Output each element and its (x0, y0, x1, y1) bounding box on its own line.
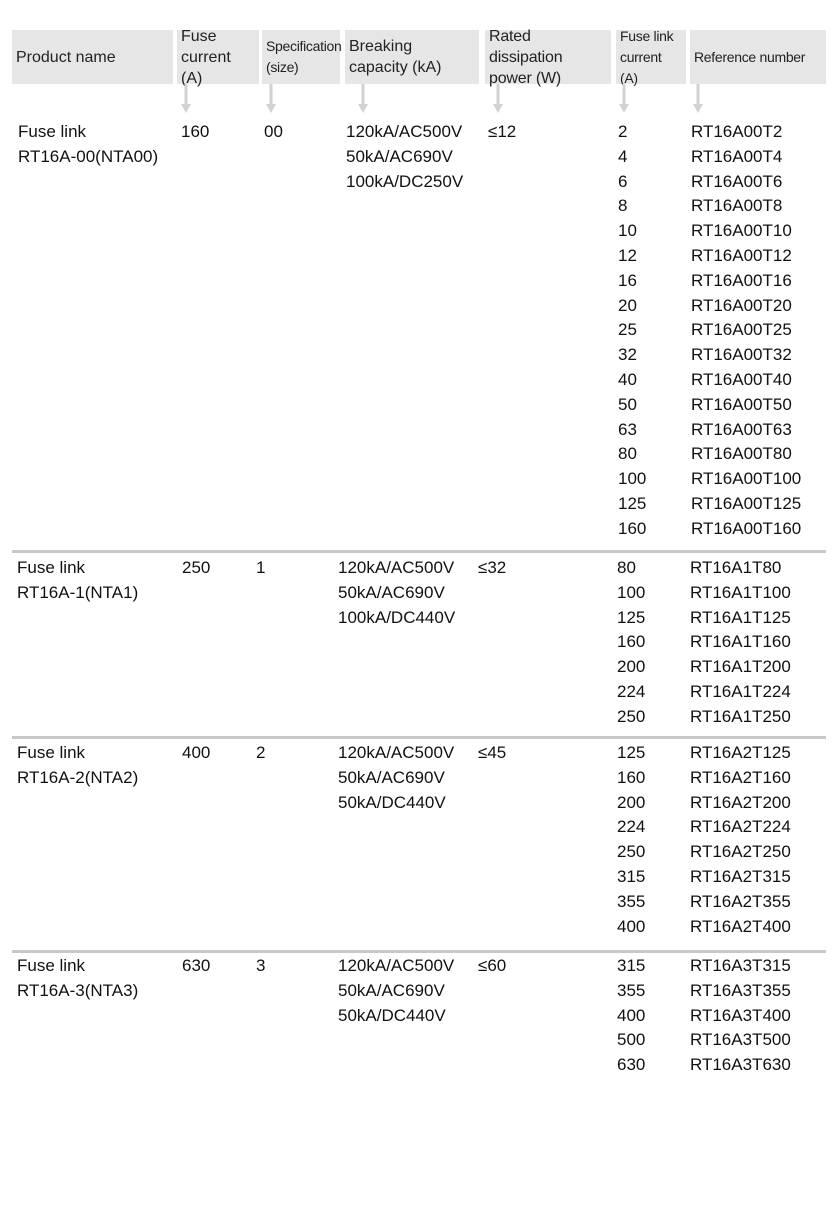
reference-number: RT16A00T40 (691, 369, 792, 389)
fuse-current-cell: 400 (182, 743, 211, 762)
product-model: RT16A-2(NTA2) (17, 767, 139, 787)
dissipation-cell: ≤45 (478, 743, 507, 762)
link-current-value: 80 (618, 444, 637, 464)
link-current-value: 160 (618, 518, 647, 538)
reference-number: RT16A00T2 (691, 122, 783, 141)
arrow-down-icon (266, 84, 276, 114)
reference-number: RT16A00T6 (691, 171, 783, 191)
header-product-name (12, 30, 173, 84)
header-specification (262, 30, 340, 84)
link-current-value: 355 (617, 891, 646, 911)
header-fuse-current (177, 27, 259, 87)
reference-number: RT16A2T200 (690, 792, 791, 812)
row-divider (12, 736, 826, 739)
reference-number-list (690, 741, 791, 939)
reference-number: RT16A00T16 (691, 270, 792, 290)
row-divider (12, 950, 826, 953)
link-current-value: 200 (617, 792, 646, 812)
link-current-list (617, 741, 645, 939)
breaking-capacity-line: 50kA/DC440V (338, 792, 446, 812)
reference-number: RT16A00T32 (691, 345, 792, 365)
link-current-value: 400 (617, 1005, 646, 1025)
product-name: Fuse link (18, 122, 87, 141)
arrow-down-icon (358, 84, 368, 114)
header-link-current (616, 27, 686, 86)
product-name: Fuse link (17, 558, 86, 577)
dissipation-cell: ≤60 (478, 956, 507, 975)
breaking-capacity-line: 100kA/DC250V (346, 171, 464, 191)
reference-number: RT16A00T125 (691, 493, 802, 513)
reference-number: RT16A2T315 (690, 866, 791, 886)
link-current-value: 40 (618, 369, 637, 389)
link-current-value: 50 (618, 394, 637, 414)
header-specification-label (266, 36, 341, 78)
product-name: Fuse link (17, 743, 86, 762)
size-cell: 00 (264, 122, 283, 141)
header-reference-number-label: Reference number (694, 48, 806, 65)
link-current-value: 500 (617, 1030, 646, 1050)
fuse-current-cell: 250 (182, 558, 211, 577)
breaking-capacity-line: 120kA/AC500V (338, 743, 455, 762)
header-breaking-capacity (345, 30, 479, 84)
link-current-value: 200 (617, 657, 646, 677)
fuse-current-cell: 630 (182, 956, 211, 975)
reference-number-list (690, 556, 791, 730)
breaking-capacity-line: 50kA/AC690V (346, 146, 453, 166)
size-cell: 2 (256, 743, 266, 762)
reference-number: RT16A3T630 (690, 1055, 791, 1075)
reference-number: RT16A2T125 (690, 743, 791, 762)
link-current-value: 10 (618, 221, 637, 241)
size-cell: 1 (256, 558, 266, 577)
breaking-capacity-line: 50kA/AC690V (338, 582, 445, 602)
reference-number: RT16A00T10 (691, 221, 792, 241)
link-current-value: 355 (617, 980, 646, 1000)
breaking-capacity-line: 120kA/AC500V (338, 956, 455, 975)
header-product-name-label: Product name (16, 48, 116, 66)
reference-number: RT16A2T224 (690, 817, 791, 837)
reference-number: RT16A00T100 (691, 469, 802, 489)
reference-number: RT16A1T80 (690, 558, 782, 577)
reference-number: RT16A1T160 (690, 632, 791, 652)
link-current-value: 400 (617, 916, 646, 936)
header-link-current-l2: current (A) (620, 48, 662, 86)
product-name-cell (17, 556, 138, 606)
reference-number: RT16A1T100 (690, 582, 791, 602)
link-current-value: 63 (618, 419, 637, 439)
product-name-cell (17, 954, 138, 1004)
link-current-list (617, 954, 645, 1078)
reference-number: RT16A1T224 (690, 681, 791, 701)
dissipation-cell: ≤32 (478, 558, 507, 577)
reference-number: RT16A00T25 (691, 320, 792, 340)
reference-number: RT16A00T4 (691, 146, 783, 166)
header-specification-l2: (size) (266, 59, 299, 75)
arrow-down-icon (181, 84, 191, 114)
product-model: RT16A-00(NTA00) (18, 146, 159, 166)
reference-number: RT16A00T50 (691, 394, 792, 414)
link-current-value: 100 (618, 469, 647, 489)
link-current-value: 125 (617, 743, 646, 762)
link-current-value: 160 (617, 767, 646, 787)
link-current-value: 20 (618, 295, 637, 315)
link-current-value: 12 (618, 245, 637, 265)
link-current-value: 25 (618, 320, 637, 340)
link-current-value: 4 (618, 146, 628, 166)
link-current-value: 2 (618, 122, 628, 141)
link-current-value: 224 (617, 817, 646, 837)
header-fuse-current-label (181, 26, 255, 89)
link-current-value: 125 (617, 607, 646, 627)
breaking-capacity-cell (346, 120, 463, 194)
reference-number: RT16A1T125 (690, 607, 791, 627)
link-current-value: 32 (618, 345, 637, 365)
reference-number-list (691, 120, 801, 542)
link-current-value: 125 (618, 493, 647, 513)
header-dissipation-l2: power (W) (489, 69, 561, 87)
link-current-value: 224 (617, 681, 646, 701)
arrow-down-icon (493, 84, 503, 114)
link-current-value: 630 (617, 1055, 646, 1075)
row-divider (12, 550, 826, 553)
header-dissipation (485, 27, 611, 87)
link-current-value: 16 (618, 270, 637, 290)
arrow-down-icon (619, 84, 629, 114)
reference-number: RT16A3T355 (690, 980, 791, 1000)
link-current-value: 100 (617, 582, 646, 602)
reference-number: RT16A00T20 (691, 295, 792, 315)
reference-number: RT16A00T63 (691, 419, 792, 439)
fuse-current-cell: 160 (181, 122, 210, 141)
breaking-capacity-cell (338, 556, 455, 630)
link-current-value: 6 (618, 171, 628, 191)
breaking-capacity-line: 100kA/DC440V (338, 607, 456, 627)
dissipation-cell: ≤12 (488, 122, 517, 141)
header-dissipation-l1: Rated dissipation (489, 27, 563, 66)
product-name-cell (17, 741, 138, 791)
link-current-value: 8 (618, 196, 628, 216)
reference-number: RT16A00T8 (691, 196, 783, 216)
breaking-capacity-cell (338, 741, 454, 815)
reference-number: RT16A3T400 (690, 1005, 791, 1025)
reference-number: RT16A3T500 (690, 1030, 791, 1050)
link-current-value: 160 (617, 632, 646, 652)
reference-number: RT16A2T160 (690, 767, 791, 787)
product-model: RT16A-3(NTA3) (17, 980, 139, 1000)
product-model: RT16A-1(NTA1) (17, 582, 139, 602)
header-breaking-l1: Breaking (349, 38, 413, 55)
header-breaking-label (349, 36, 441, 78)
header-dissipation-label (489, 26, 607, 89)
reference-number: RT16A00T12 (691, 245, 792, 265)
header-link-current-label (620, 26, 682, 89)
breaking-capacity-line: 50kA/DC440V (338, 1005, 446, 1025)
product-name: Fuse link (17, 956, 86, 975)
reference-number: RT16A3T315 (690, 956, 791, 975)
reference-number: RT16A2T250 (690, 842, 791, 862)
breaking-capacity-line: 50kA/AC690V (338, 980, 445, 1000)
header-link-current-l1: Fuse link (620, 27, 674, 44)
reference-number: RT16A00T160 (691, 518, 802, 538)
header-reference-number (690, 30, 826, 84)
breaking-capacity-line: 50kA/AC690V (338, 767, 445, 787)
header-fuse-current-l1: Fuse (181, 27, 217, 45)
breaking-capacity-cell (338, 954, 454, 1028)
reference-number: RT16A1T200 (690, 657, 791, 677)
size-cell: 3 (256, 956, 266, 975)
link-current-list (617, 556, 645, 730)
header-fuse-current-l2: current (A) (181, 48, 231, 87)
arrow-down-icon (693, 84, 703, 114)
product-name-cell (18, 120, 158, 170)
header-specification-l1: Specification (266, 38, 342, 54)
breaking-capacity-line: 120kA/AC500V (338, 558, 455, 577)
reference-number: RT16A2T355 (690, 891, 791, 911)
reference-number: RT16A00T80 (691, 444, 792, 464)
breaking-capacity-line: 120kA/AC500V (346, 122, 463, 141)
link-current-list (618, 120, 646, 542)
reference-number-list (690, 954, 791, 1078)
reference-number: RT16A2T400 (690, 916, 791, 936)
link-current-value: 80 (617, 558, 636, 577)
link-current-value: 250 (617, 706, 646, 726)
link-current-value: 315 (617, 956, 646, 975)
link-current-value: 315 (617, 866, 646, 886)
reference-number: RT16A1T250 (690, 706, 791, 726)
header-breaking-l2: capacity (kA) (349, 59, 442, 76)
link-current-value: 250 (617, 842, 646, 862)
